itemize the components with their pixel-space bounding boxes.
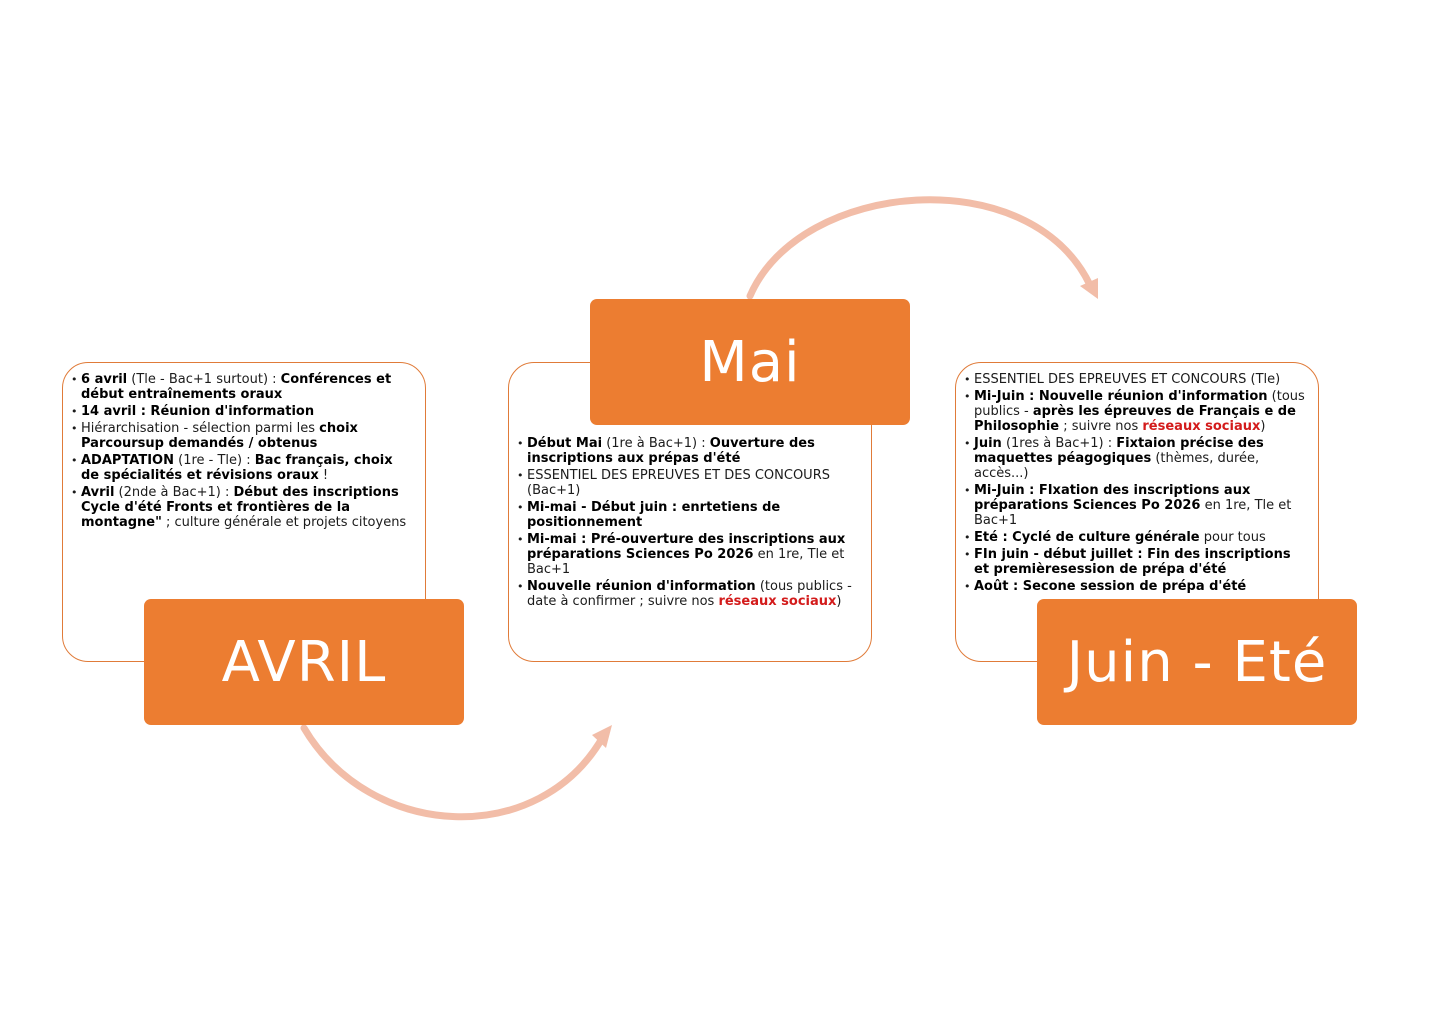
list-item: • ESSENTIEL DES EPREUVES ET CONCOURS (Tle) bbox=[964, 372, 1310, 387]
month-label-avril: AVRIL bbox=[144, 599, 464, 725]
list-item: • 6 avril (Tle - Bac+1 surtout) : Conférences et début entraînements oraux bbox=[71, 372, 415, 402]
list-item: • ESSENTIEL DES EPREUVES ET DES CONCOURS (Bac+1) bbox=[517, 468, 861, 498]
list-item: • Nouvelle réunion d'information (tous publics - date à confirmer ; suivre nos réseaux sociaux) bbox=[517, 579, 861, 609]
list-item: • Début Mai (1re à Bac+1) : Ouverture des inscriptions aux prépas d'été bbox=[517, 436, 861, 466]
avril-list bbox=[71, 372, 415, 530]
list-item: • ADAPTATION (1re - Tle) : Bac français, choix de spécialités et révisions oraux ! bbox=[71, 453, 415, 483]
list-item: • Mi-mai : Pré-ouverture des inscriptions aux préparations Sciences Po 2026 en 1re, Tle et Bac+1 bbox=[517, 532, 861, 577]
juin-list bbox=[964, 372, 1310, 594]
mai-list bbox=[517, 436, 861, 609]
social-link: réseaux sociaux bbox=[718, 594, 837, 609]
list-item: • Mi-Juin : Nouvelle réunion d'information (tous publics - après les épreuves de Français e de Philosophie ; suivre nos réseaux sociaux) bbox=[964, 389, 1310, 434]
arrow-mai-to-juin bbox=[750, 200, 1090, 296]
list-item: • FIn juin - début juillet : Fin des inscriptions et premièresession de prépa d'été bbox=[964, 547, 1310, 577]
list-item: • Hiérarchisation - sélection parmi les choix Parcoursup demandés / obtenus bbox=[71, 421, 415, 451]
social-link: réseaux sociaux bbox=[1142, 419, 1261, 434]
month-label-juin-ete: Juin - Eté bbox=[1037, 599, 1357, 725]
list-item: • Eté : Cyclé de culture générale pour tous bbox=[964, 530, 1310, 545]
arrow-avril-to-mai bbox=[304, 728, 604, 817]
list-item: • 14 avril : Réunion d'information bbox=[71, 404, 415, 419]
list-item: • Mi-mai - Début juin : enrtetiens de positionnement bbox=[517, 500, 861, 530]
list-item: • Juin (1res à Bac+1) : Fixtaion précise des maquettes péagogiques (thèmes, durée, accès...) bbox=[964, 436, 1310, 481]
list-item: • Août : Secone session de prépa d'été bbox=[964, 579, 1310, 594]
list-item: • Avril (2nde à Bac+1) : Début des inscriptions Cycle d'été Fronts et frontières de la montagne" ; culture générale et projets citoyens bbox=[71, 485, 415, 530]
list-item: • Mi-Juin : FIxation des inscriptions aux préparations Sciences Po 2026 en 1re, Tle et Bac+1 bbox=[964, 483, 1310, 528]
month-label-mai: Mai bbox=[590, 299, 910, 425]
